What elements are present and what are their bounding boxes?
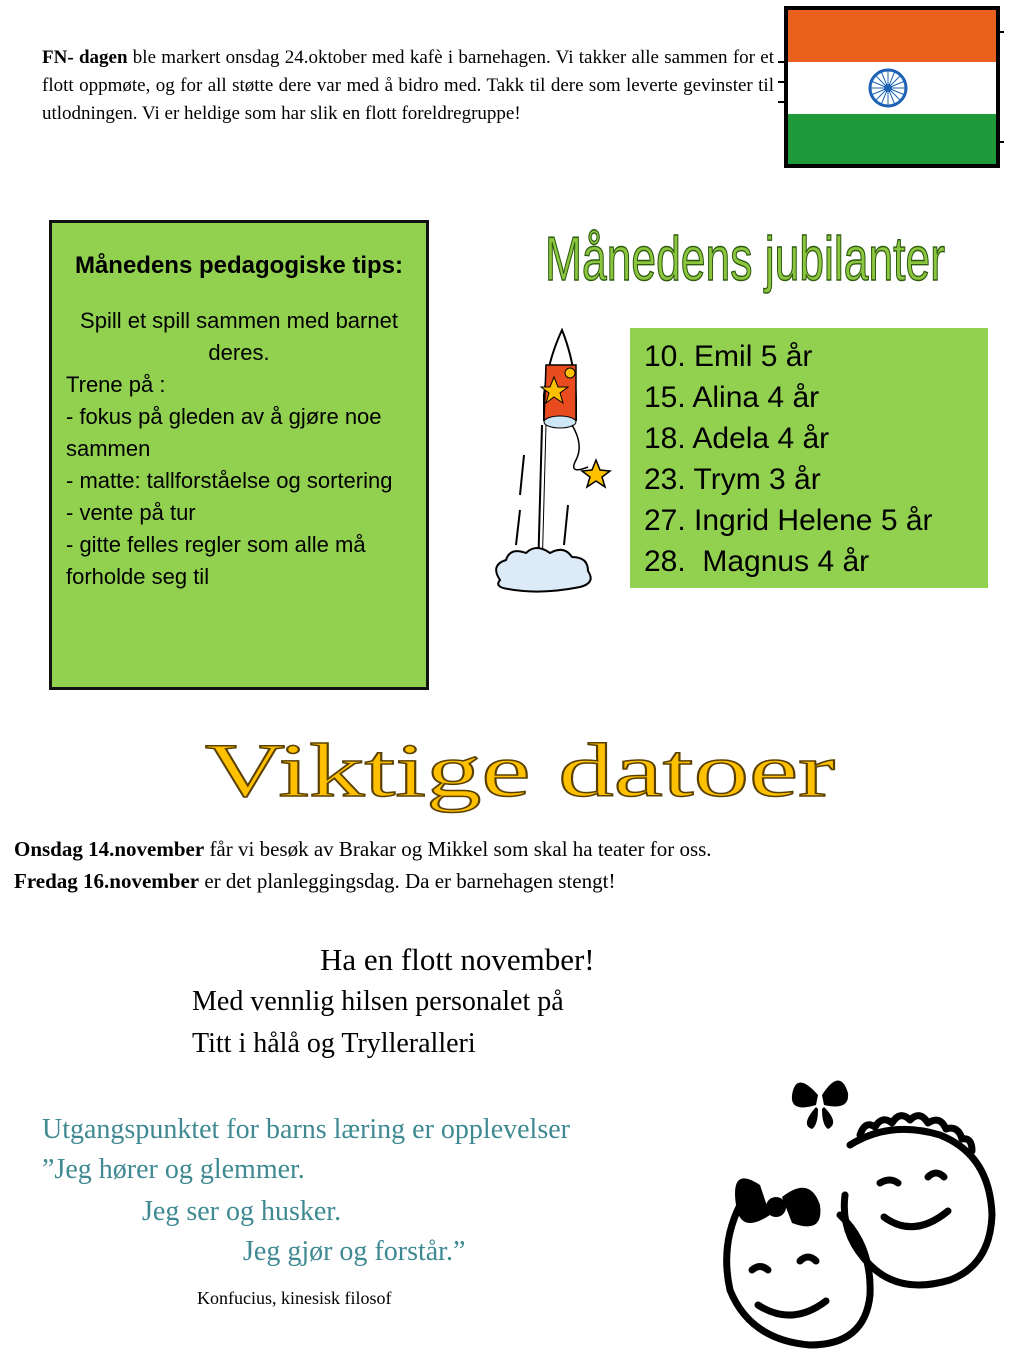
list-item: 15. Alina 4 år bbox=[644, 381, 820, 414]
tips-line: - matte: tallforståelse og sortering bbox=[66, 468, 393, 493]
quote-line: Jeg ser og husker. bbox=[142, 1196, 342, 1227]
tips-line: - vente på tur bbox=[66, 500, 196, 525]
quote-line: Jeg gjør og forstår.” bbox=[243, 1236, 466, 1267]
tips-intro: Spill et spill sammen med barnet deres. bbox=[80, 308, 398, 365]
important-dates-title bbox=[195, 724, 845, 814]
tips-line: - fokus på gleden av å gjøre noe sammen bbox=[66, 404, 382, 461]
jubilanter-title bbox=[540, 212, 950, 298]
india-flag-icon bbox=[778, 2, 1004, 172]
quote-attribution: Konfucius, kinesisk filosof bbox=[197, 1288, 392, 1308]
children-faces-icon bbox=[700, 1065, 1010, 1355]
date-text: er det planleggingsdag. Da er barnehagen stengt! bbox=[199, 869, 616, 893]
greeting-names: Titt i hålå og Trylleralleri bbox=[192, 1028, 476, 1059]
important-dates-title-text: Viktige datoer bbox=[205, 729, 835, 813]
date-text: får vi besøk av Brakar og Mikkel som skal ha teater for oss. bbox=[204, 837, 712, 861]
tips-line: - gitte felles regler som alle må forholde seg til bbox=[66, 532, 366, 589]
quote-line: Utgangspunktet for barns læring er opplevelser bbox=[42, 1114, 570, 1145]
tips-title: Månedens pedagogiske tips: bbox=[74, 252, 404, 279]
greeting-signoff: Med vennlig hilsen personalet på bbox=[192, 986, 564, 1017]
jubilanter-list bbox=[630, 328, 988, 588]
list-item: 10. Emil 5 år bbox=[644, 340, 813, 373]
intro-bold: FN- dagen bbox=[42, 47, 128, 68]
tips-line: Trene på : bbox=[66, 372, 166, 397]
list-item: 18. Adela 4 år bbox=[644, 422, 830, 455]
rocket-icon bbox=[480, 325, 630, 600]
date-line bbox=[14, 865, 1004, 897]
list-item: 27. Ingrid Helene 5 år bbox=[644, 504, 933, 537]
important-dates bbox=[14, 833, 1004, 897]
pedagogical-tips-box bbox=[49, 220, 429, 690]
list-item: 28. Magnus 4 år bbox=[644, 545, 870, 578]
quote-line: ”Jeg hører og glemmer. bbox=[42, 1154, 305, 1185]
list-item: 23. Trym 3 år bbox=[644, 463, 821, 496]
intro-paragraph bbox=[42, 44, 774, 128]
date-label: Fredag 16.november bbox=[14, 869, 200, 893]
greeting-headline: Ha en flott november! bbox=[320, 942, 595, 977]
jubilanter-title-text: Månedens jubilanter bbox=[545, 225, 945, 294]
intro-text: ble markert onsdag 24.oktober med kafè i barnehagen. Vi takker alle sammen for et flott oppmøte, og for all støtte dere var med å bidro med. Takk til dere som leverte gevinster til utlodningen. Vi er heldige som har slik en flott foreldregruppe! bbox=[42, 47, 774, 124]
date-label: Onsdag 14.november bbox=[14, 837, 205, 861]
date-line bbox=[14, 833, 1004, 865]
